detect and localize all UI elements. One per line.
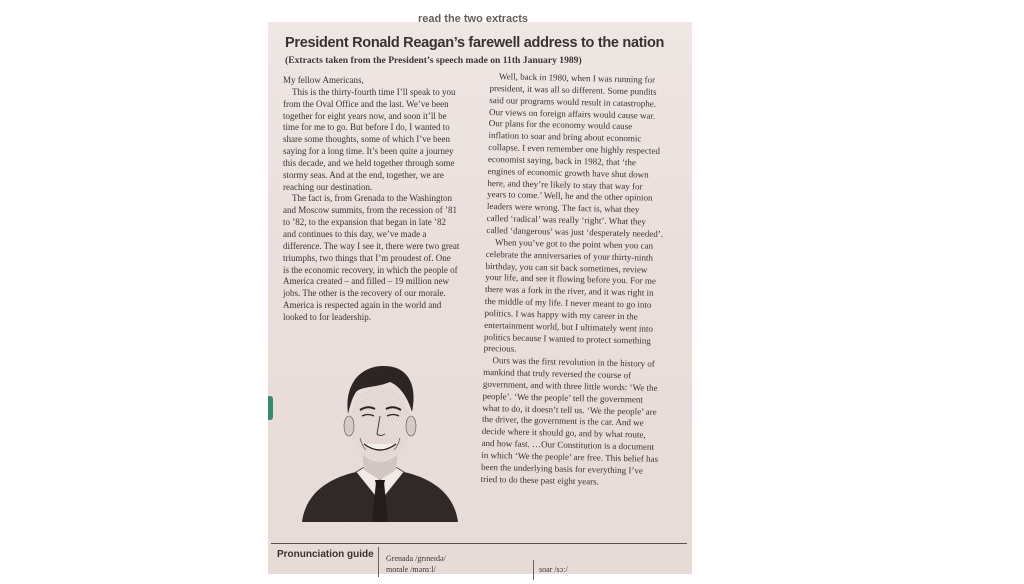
text-line: leaders were wrong. The fact is, what they xyxy=(486,201,640,215)
speech-left-column xyxy=(283,75,488,324)
text-line: jobs. The other is the recovery of our morale. xyxy=(283,288,446,299)
text-line: president, it was all so different. Some pundits xyxy=(489,82,657,97)
text-line: The fact is, from Grenada to the Washington xyxy=(292,193,453,204)
text-line: said our programs would result in catastrophe. xyxy=(489,94,657,109)
text-line: saying for a long time. It’s been quite a journey xyxy=(283,146,454,157)
text-line: people’. ‘We the people’ tell the government xyxy=(482,390,644,405)
text-line: is the economic recovery, in which the people of xyxy=(283,264,458,275)
pronunciation-divider xyxy=(378,547,379,577)
text-line: called ‘dangerous’ was just ‘desperately needed’. xyxy=(486,224,664,239)
text-line: engines of economic growth have shut down xyxy=(487,165,649,180)
text-line: to ’82, to the expansion that began in late ’82 xyxy=(283,217,446,228)
text-line: in which ‘We the people’ are free. This belief has xyxy=(481,449,659,464)
text-line: the middle of my life. I never meant to go into xyxy=(484,295,652,310)
text-line: precious. xyxy=(483,343,517,355)
text-line: tried to do these past eight years. xyxy=(480,473,600,487)
text-line: America created – and filled – 19 million new xyxy=(283,276,449,287)
text-line: My fellow Americans, xyxy=(283,75,364,85)
text-line: your life, and see it flowing before you. For me xyxy=(485,272,657,287)
pronunciation-item: soar /sɔː/ xyxy=(539,565,568,574)
text-line: there was a fork in the river, and it was right in xyxy=(484,284,654,298)
text-line: Our views on foreign affairs would cause war. xyxy=(488,106,656,121)
text-line: years to come.’ Well, he and the other opinion xyxy=(487,189,653,204)
text-line: from the Oval Office and the last. We’ve been xyxy=(283,98,449,109)
pronunciation-item: Grenada /grɪneɪdə/ xyxy=(386,554,446,563)
text-line: politics. I was happy with my career in the xyxy=(484,307,638,322)
text-line: Well, back in 1980, when I was running for xyxy=(498,71,656,85)
text-line: what to do, it doesn’t tell us. ‘We the people’ are xyxy=(482,402,657,417)
text-line: birthday, you can sit back sometimes, review xyxy=(485,260,648,275)
text-line: and continues to this day, we’ve made a xyxy=(283,228,427,239)
text-line: and Moscow summits, from the recession of ’81 xyxy=(283,205,457,216)
page-subtitle: (Extracts taken from the President’s speech made on 11th January 1989) xyxy=(285,55,582,66)
text-line: mankind that truly reversed the course of xyxy=(483,367,632,381)
text-line: reaching our destination. xyxy=(283,181,373,192)
text-line: difference. The way I see it, there were two great xyxy=(283,240,460,251)
text-line: the driver, the government is the car. And we xyxy=(481,414,644,429)
text-line: triumphs, two things that I’m proudest of. One xyxy=(283,252,451,263)
pronunciation-item: morale /mərɑːl/ xyxy=(386,565,436,574)
text-line: politics because I wanted to protect something xyxy=(483,331,651,346)
page-title: President Ronald Reagan’s farewell address to the nation xyxy=(285,35,665,51)
pronunciation-guide xyxy=(271,543,687,584)
textbook-page-photo xyxy=(268,13,692,574)
speech-right-column xyxy=(481,71,688,490)
text-line: looked to for leadership. xyxy=(283,311,371,322)
text-line: Our plans for the economy would cause xyxy=(488,118,633,132)
text-line: time for me to go. But before I do, I wanted to xyxy=(283,122,450,133)
text-line: celebrate the anniversaries of your thirty-ninth xyxy=(485,248,654,263)
text-line: inflation to soar and bring about economic xyxy=(488,130,642,144)
pronunciation-guide-title: Pronunciation guide xyxy=(277,549,374,560)
text-line: economist saying, back in 1982, that ‘the xyxy=(487,153,637,168)
text-line: here, and they’re likely to stay that way for xyxy=(487,177,643,192)
text-line: and how fast. …Our Constitution is a document xyxy=(481,438,655,452)
text-line: this decade, and we held together through some xyxy=(283,157,455,168)
text-line: collapse. I even remember one highly respected xyxy=(488,142,661,156)
text-line: stormy seas. And at the end, together, we are xyxy=(283,169,444,180)
page-tab-marker xyxy=(268,396,273,420)
cut-off-heading: read the two extracts xyxy=(418,13,529,25)
reagan-portrait-engraving xyxy=(300,352,460,522)
text-line: entertainment world, but I ultimately went into xyxy=(484,319,654,334)
text-line: decide where it should go, and by what route, xyxy=(481,426,646,440)
text-line: share some thoughts, some of which I’ve been xyxy=(283,134,450,145)
text-line: When you’ve got to the point when you can xyxy=(495,236,654,251)
text-line: This is the thirty-fourth time I’ll speak to you xyxy=(292,86,456,97)
text-line: Ours was the first revolution in the history of xyxy=(492,355,655,370)
text-line: America is respected again in the world and xyxy=(283,300,442,311)
text-line: together for eight years now, and soon it’ll be xyxy=(283,110,447,121)
text-line: been the underlying basis for everything I’ve xyxy=(480,461,644,476)
text-line: called ‘radical’ was really ‘right’. What they xyxy=(486,213,647,227)
pronunciation-divider xyxy=(533,560,534,580)
text-line: government, and with three little words: ‘We the xyxy=(482,378,658,393)
